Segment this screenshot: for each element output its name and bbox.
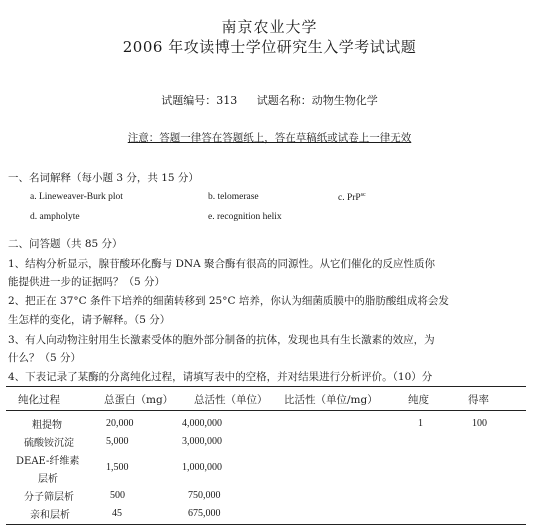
question-2-line-2: 生怎样的变化，请予解释。（5 分） bbox=[8, 314, 171, 326]
row5-protein: 45 bbox=[112, 508, 122, 519]
question-3-line-1: 3、有人向动物注射用生长激素受体的胞外部分制备的抗体，发现也具有生长激素的效应，为 bbox=[8, 334, 435, 346]
header-protein: 总蛋白（mg） bbox=[104, 394, 174, 406]
term-c-superscript: sc bbox=[360, 192, 366, 198]
term-b: b. telomerase bbox=[208, 192, 259, 202]
question-1-line-1: 1、结构分析显示，腺苷酸环化酶与 DNA 聚合酶有很高的同源性。从它们催化的反应性质你 bbox=[8, 258, 436, 270]
exam-subject: 试题名称：动物生物化学 bbox=[256, 94, 378, 107]
header-specific-activity: 比活性（单位/mg） bbox=[284, 394, 378, 406]
row5-step: 亲和层析 bbox=[30, 510, 70, 521]
row3-activity: 1,000,000 bbox=[182, 462, 222, 473]
row3-protein: 1,500 bbox=[106, 462, 129, 473]
table-top-rule bbox=[6, 386, 526, 387]
row1-protein: 20,000 bbox=[106, 418, 134, 429]
row4-protein: 500 bbox=[110, 490, 125, 501]
table-header-rule bbox=[6, 410, 526, 411]
question-3-line-2: 什么？（5 分） bbox=[8, 352, 82, 364]
row2-step: 硫酸铵沉淀 bbox=[24, 438, 74, 449]
exam-title: 2006 年攻读博士学位研究生入学考试试题 bbox=[122, 38, 417, 56]
row1-activity: 4,000,000 bbox=[182, 418, 222, 429]
term-e: e. recognition helix bbox=[208, 212, 282, 222]
header-activity: 总活性（单位） bbox=[194, 394, 268, 406]
header-yield: 得率 bbox=[468, 394, 489, 406]
header-purity: 纯度 bbox=[408, 394, 429, 406]
university-name: 南京农业大学 bbox=[221, 18, 318, 36]
row5-activity: 675,000 bbox=[188, 508, 221, 519]
section2-heading: 二、问答题（共 85 分） bbox=[8, 238, 123, 250]
exam-code: 试题编号：313 bbox=[161, 94, 238, 107]
question-4: 4、下表记录了某酶的分离纯化过程，请填写表中的空格，并对结果进行分析评价。（10）分 bbox=[8, 371, 433, 383]
row4-activity: 750,000 bbox=[188, 490, 221, 501]
header-step: 纯化过程 bbox=[18, 394, 60, 406]
table-bottom-rule bbox=[6, 524, 526, 525]
row1-step: 粗提物 bbox=[32, 420, 62, 431]
row4-step: 分子筛层析 bbox=[24, 492, 74, 503]
term-c: c. PrP$^{sc}$ bbox=[338, 192, 366, 204]
question-2-line-1: 2、把正在 37°C 条件下培养的细菌转移到 25°C 培养，你认为细菌质膜中的脂肪酸组成将会发 bbox=[8, 295, 449, 307]
row2-protein: 5,000 bbox=[106, 436, 129, 447]
term-a: a. Lineweaver-Burk plot bbox=[30, 192, 123, 202]
term-d: d. ampholyte bbox=[30, 212, 80, 222]
question-1-line-2: 能提供进一步的证据吗？（5 分） bbox=[8, 276, 166, 288]
exam-notice: 注意：答题一律答在答题纸上，答在草稿纸或试卷上一律无效 bbox=[127, 132, 412, 144]
row2-activity: 3,000,000 bbox=[182, 436, 222, 447]
section1-heading: 一、名词解释（每小题 3 分，共 15 分） bbox=[8, 172, 199, 184]
exam-info bbox=[0, 92, 539, 108]
row1-yield: 100 bbox=[472, 418, 487, 429]
row1-purity: 1 bbox=[418, 418, 423, 429]
row3-step: DEAE-纤维素 bbox=[16, 456, 80, 467]
row3-step-cont: 层析 bbox=[38, 474, 58, 485]
